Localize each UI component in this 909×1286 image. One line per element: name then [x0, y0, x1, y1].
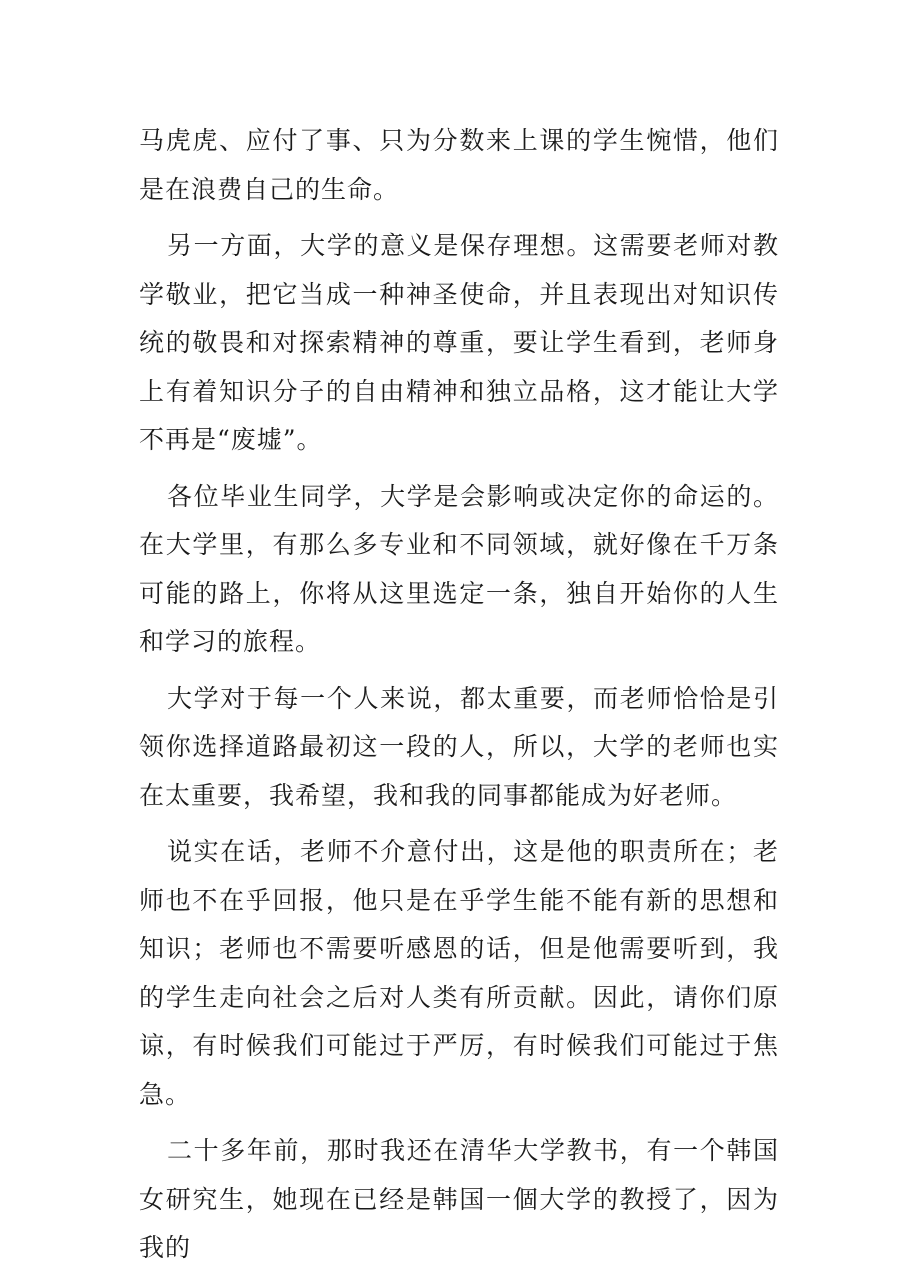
paragraph: 说实在话，老师不介意付出，这是他的职责所在；老师也不在乎回报，他只是在乎学生能不能有新的思想和知识；老师也不需要听感恩的话，但是他需要听到，我的学生走向社会之后对人类有所贡献。因此，请你们原谅，有时候我们可能过于严厉，有时候我们可能过于焦急。 [139, 837, 779, 1109]
paragraph: 各位毕业生同学，大学是会影响或决定你的命运的。在大学里，有那么多专业和不同领域，就好像在千万条可能的路上，你将从这里选定一条，独自开始你的人生和学习的旅程。 [139, 481, 779, 656]
paragraph: 另一方面，大学的意义是保存理想。这需要老师对教学敬业，把它当成一种神圣使命，并且表现出对知识传统的敬畏和对探索精神的尊重，要让学生看到，老师身上有着知识分子的自由精神和独立品格，这才能让大学不再是“废墟”。 [139, 231, 779, 454]
document-body [139, 117, 779, 1281]
paragraph: 大学对于每一个人来说，都太重要，而老师恰恰是引领你选择道路最初这一段的人，所以，大学的老师也实在太重要，我希望，我和我的同事都能成为好老师。 [139, 683, 779, 810]
paragraph: 二十多年前，那时我还在清华大学教书，有一个韩国女研究生，她现在已经是韩国一個大学的教授了，因为我的 [139, 1136, 779, 1262]
paragraph-continuation: 马虎虎、应付了事、只为分数来上课的学生惋惜，他们是在浪费自己的生命。 [139, 126, 779, 204]
